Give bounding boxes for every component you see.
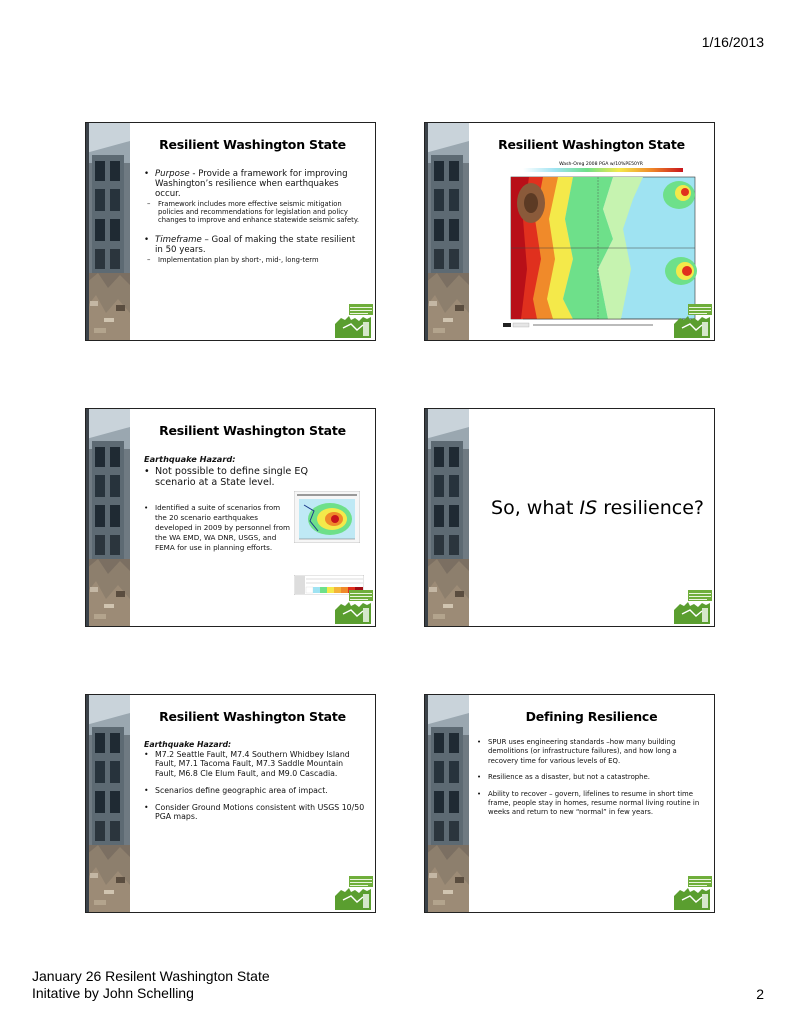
- resilient-wa-logo-icon: [672, 304, 712, 338]
- building-photo-strip: [425, 123, 469, 340]
- building-photo-strip: [86, 123, 130, 340]
- handout-caption: [32, 968, 270, 1002]
- bullet-single-scenario: • Not possible to define single EQ scenario at a State level.: [144, 466, 344, 488]
- building-photo-strip: [425, 409, 469, 626]
- building-photo-strip: [86, 695, 130, 912]
- resilient-wa-logo-icon: [672, 590, 712, 624]
- slide-body: [144, 169, 365, 276]
- slide-title: Resilient Washington State: [498, 137, 685, 152]
- resilient-wa-logo-icon: [672, 876, 712, 910]
- building-photo-strip: [86, 409, 130, 626]
- page-number: 2: [756, 986, 764, 1002]
- resilient-wa-logo-icon: [333, 590, 373, 624]
- bullet-spur-standards: • SPUR uses engineering standards –how many building demolitions (or infrastructure failures), and how long a recovery time for various levels of EQ.: [477, 738, 704, 766]
- resilient-wa-logo-icon: [333, 876, 373, 910]
- slide-earthquake-hazard-scenarios: [85, 408, 376, 627]
- slide-body: [144, 739, 365, 830]
- map-caption: Wash-Oreg 2008 PGA w/10%PE50YR: [559, 162, 643, 167]
- bullet-timeframe: [144, 235, 365, 255]
- slide-purpose-timeframe: [85, 122, 376, 341]
- bullet-fault-list: • M7.2 Seattle Fault, M7.4 Southern Whidbey Island Fault, M7.1 Tacoma Fault, M7.3 Saddle Mountain Fault, M6.8 Cle Elum Fault, and M9.0 Cascadia.: [144, 750, 365, 778]
- timeframe-text: – Goal of making the state resilient in 50 years.: [155, 235, 356, 256]
- question-emphasis: IS: [579, 497, 598, 519]
- print-date: 1/16/2013: [701, 34, 764, 50]
- resilient-wa-logo-icon: [333, 304, 373, 338]
- slide-title: Resilient Washington State: [159, 137, 346, 152]
- bullet-purpose: [144, 169, 365, 199]
- slide-earthquake-faults: [85, 694, 376, 913]
- slide-title: Resilient Washington State: [159, 709, 346, 724]
- purpose-text: - Provide a framework for improving Washington’s resilience when earthquakes occur.: [155, 169, 348, 199]
- caption-line-2: Initative by John Schelling: [32, 985, 194, 1001]
- timeframe-label: Timeframe: [155, 235, 202, 246]
- slide-defining-resilience: [424, 694, 715, 913]
- sub-bullet-framework: – Framework includes more effective seismic mitigation policies and recommendations for legislation and policy changes to improve and enhance statewide seismic safety.: [144, 201, 365, 224]
- resilience-question: [481, 497, 714, 519]
- subhead-earthquake-hazard: Earthquake Hazard:: [144, 454, 236, 464]
- purpose-label: Purpose: [155, 169, 190, 179]
- pga-hazard-map: [503, 159, 700, 329]
- slide-body: [477, 738, 704, 825]
- question-pre: So, what: [491, 497, 580, 519]
- bullet-disaster-not-catastrophe: • Resilience as a disaster, but not a catastrophe.: [477, 773, 704, 782]
- caption-line-1: January 26 Resilent Washington State: [32, 968, 270, 984]
- bullet-ability-to-recover: • Ability to recover – govern, lifelines to resume in short time frame, people stay in homes, resume normal living routine in weeks and return to new “normal” in few years.: [477, 790, 704, 818]
- bullet-scenario-suite: • Identified a suite of scenarios from the 20 scenario earthquakes developed in 2009 by personnel from the WA EMD, WA DNR, USGS, and FEMA for use in planning efforts.: [144, 503, 294, 553]
- scenario-shakemap: [294, 491, 360, 543]
- slide-what-is-resilience: [424, 408, 715, 627]
- slide-title: Resilient Washington State: [159, 423, 346, 438]
- slide-pga-map: [424, 122, 715, 341]
- question-post: resilience?: [597, 497, 704, 519]
- bullet-geographic-area: • Scenarios define geographic area of impact.: [144, 786, 365, 795]
- sub-bullet-implementation: – Implementation plan by short-, mid-, long-term: [144, 257, 365, 265]
- bullet-ground-motions: • Consider Ground Motions consistent with USGS 10/50 PGA maps.: [144, 803, 365, 822]
- building-photo-strip: [425, 695, 469, 912]
- subhead-earthquake-hazard: Earthquake Hazard:: [144, 740, 232, 749]
- slide-title: Defining Resilience: [525, 709, 658, 724]
